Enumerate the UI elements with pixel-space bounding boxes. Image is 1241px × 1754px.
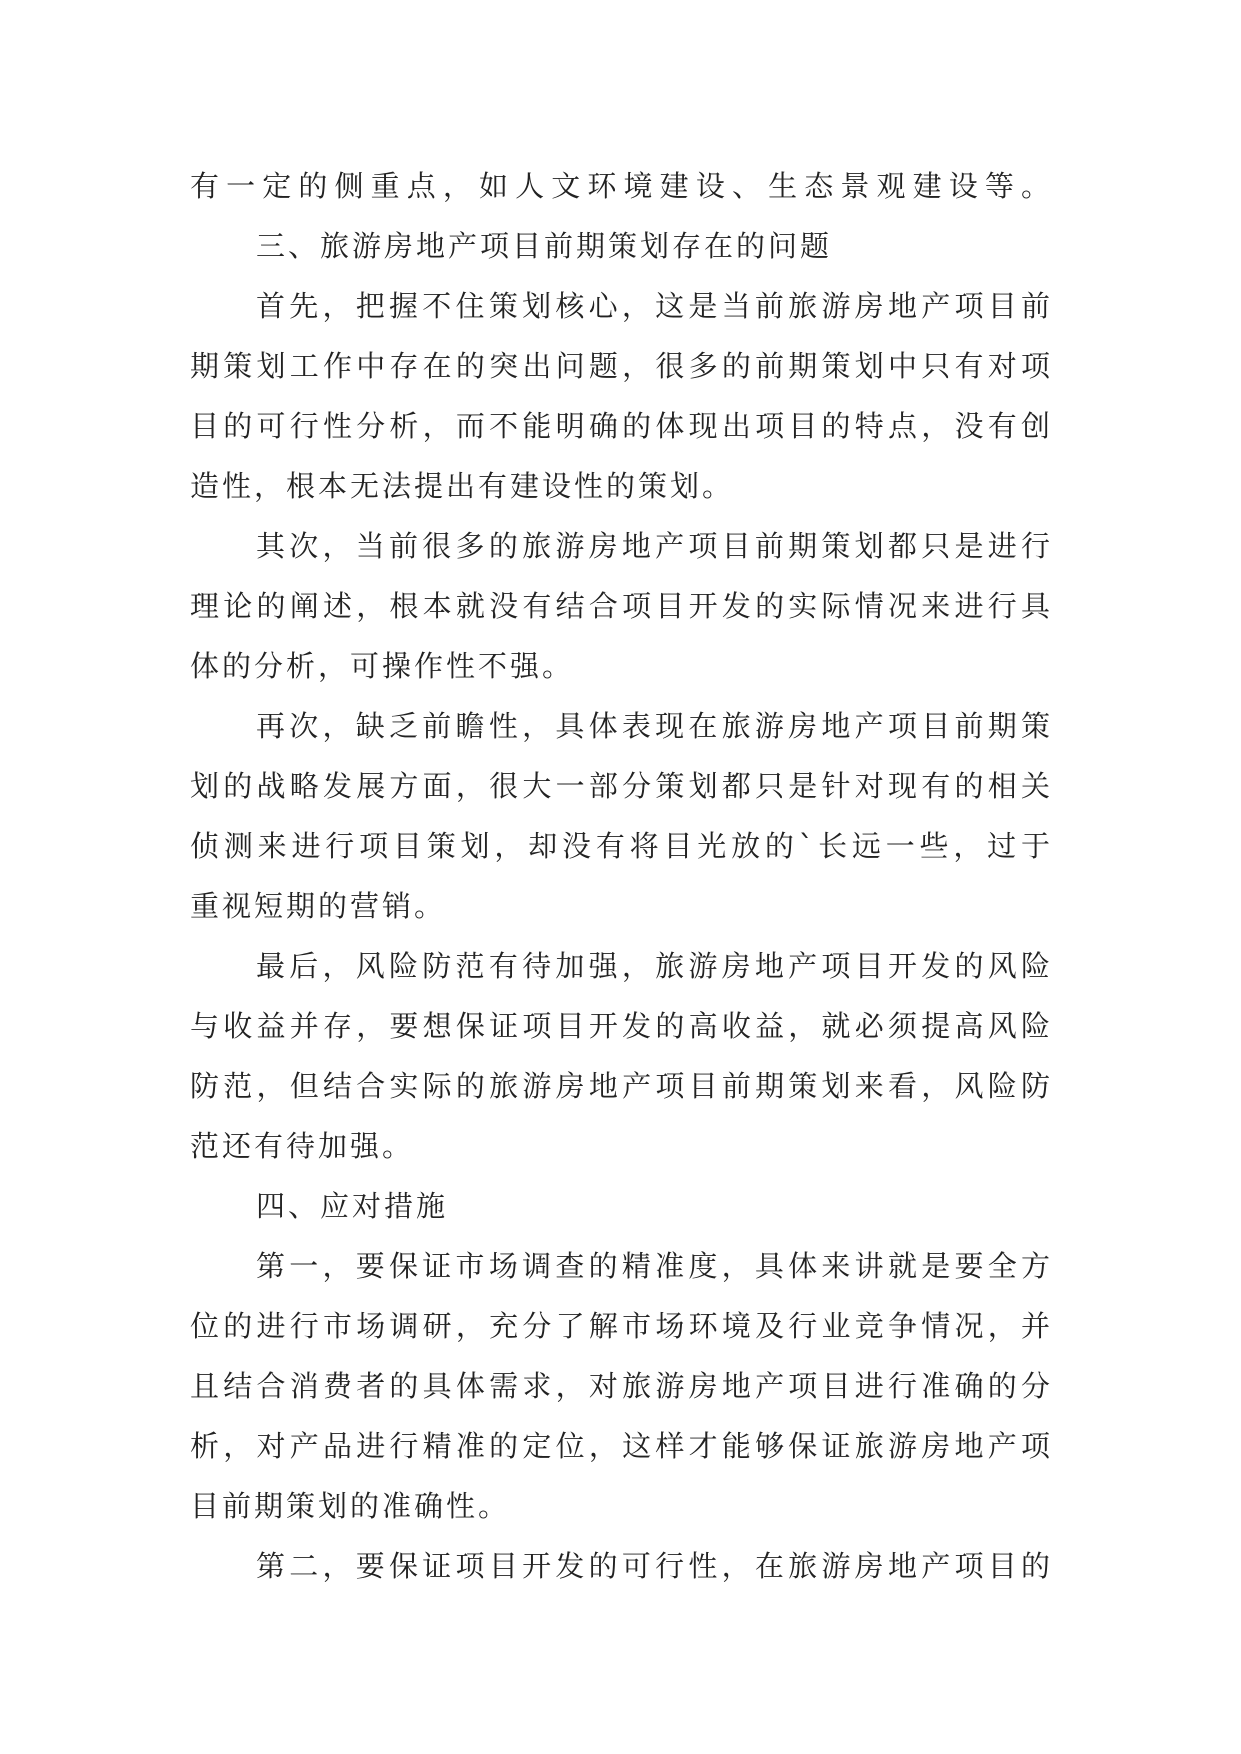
text-line: 期策划工作中存在的突出问题，很多的前期策划中只有对项: [190, 349, 1050, 383]
text-line: 第一，要保证市场调查的精准度，具体来讲就是要全方: [256, 1249, 1050, 1283]
text-line: 范还有待加强。: [190, 1129, 415, 1163]
text-line: 有一定的侧重点，如人文环境建设、生态景观建设等。: [190, 169, 1050, 203]
text-line: 第二，要保证项目开发的可行性，在旅游房地产项目的: [256, 1549, 1050, 1583]
text-line: 造性，根本无法提出有建设性的策划。: [190, 469, 735, 503]
text-line: 位的进行市场调研，充分了解市场环境及行业竞争情况，并: [190, 1309, 1050, 1343]
text-line: 首先，把握不住策划核心，这是当前旅游房地产项目前: [256, 289, 1050, 323]
text-line: 划的战略发展方面，很大一部分策划都只是针对现有的相关: [190, 769, 1050, 803]
section-heading: 三、旅游房地产项目前期策划存在的问题: [256, 229, 833, 263]
text-line: 防范，但结合实际的旅游房地产项目前期策划来看，风险防: [190, 1069, 1050, 1103]
text-line: 目前期策划的准确性。: [190, 1489, 511, 1523]
text-line: 体的分析，可操作性不强。: [190, 649, 575, 683]
text-line: 析，对产品进行精准的定位，这样才能够保证旅游房地产项: [190, 1429, 1050, 1463]
document-body: [190, 156, 1050, 1596]
text-line: 侦测来进行项目策划，却没有将目光放的`长远一些，过于: [190, 829, 1050, 863]
text-line: 再次，缺乏前瞻性，具体表现在旅游房地产项目前期策: [256, 709, 1050, 743]
text-line: 且结合消费者的具体需求，对旅游房地产项目进行准确的分: [190, 1369, 1050, 1403]
text-line: 最后，风险防范有待加强，旅游房地产项目开发的风险: [256, 949, 1050, 983]
section-heading: 四、应对措施: [256, 1189, 449, 1223]
text-line: 与收益并存，要想保证项目开发的高收益，就必须提高风险: [190, 1009, 1050, 1043]
text-line: 目的可行性分析，而不能明确的体现出项目的特点，没有创: [190, 409, 1050, 443]
text-line: 重视短期的营销。: [190, 889, 447, 923]
text-line: 其次，当前很多的旅游房地产项目前期策划都只是进行: [256, 529, 1050, 563]
text-line: 理论的阐述，根本就没有结合项目开发的实际情况来进行具: [190, 589, 1050, 623]
